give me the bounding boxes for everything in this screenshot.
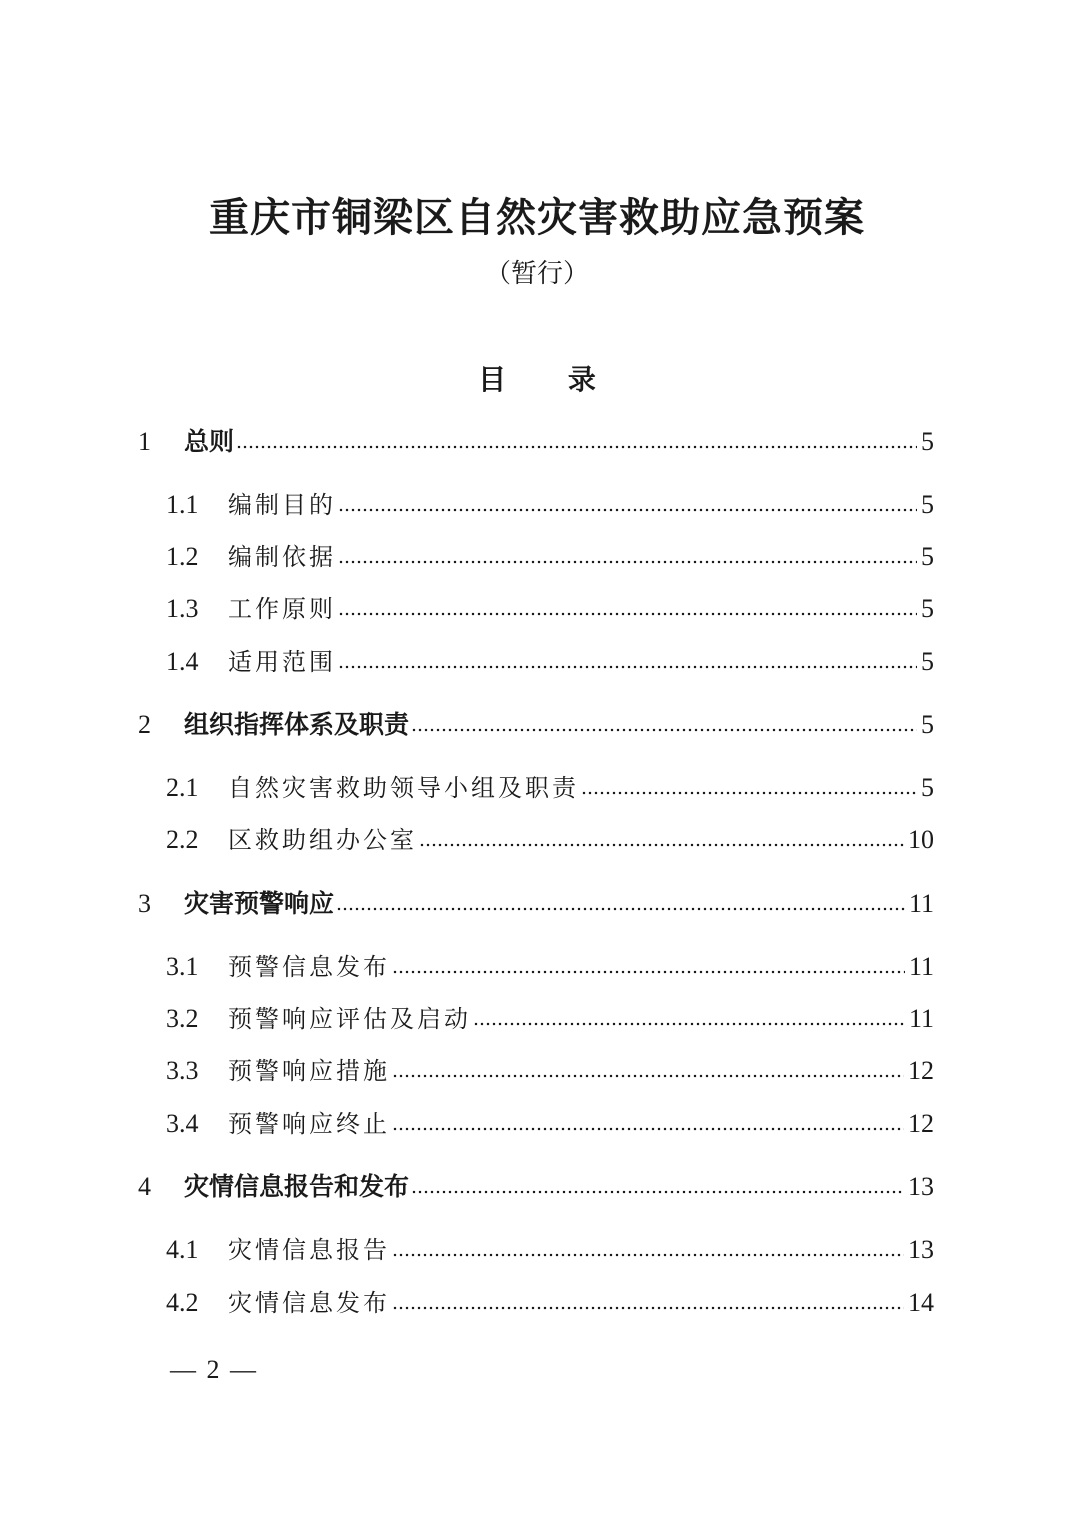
toc-dot-leader	[392, 1074, 904, 1078]
document-subtitle: （暂行）	[484, 259, 589, 289]
toc-entry-title: 自然灾害救助领导小组及职责	[228, 774, 579, 802]
toc-entry-page: 5	[921, 542, 934, 571]
toc-entry[interactable]	[166, 589, 934, 629]
toc-entry-number: 3	[138, 889, 151, 918]
toc-entry-title: 区救助组办公室	[228, 826, 417, 854]
toc-entry-number: 2.2	[166, 825, 199, 854]
toc-entry-page: 14	[908, 1288, 934, 1317]
toc-dot-leader	[473, 1022, 905, 1026]
toc-entry[interactable]	[166, 1230, 934, 1270]
toc-entry-page: 5	[921, 427, 934, 456]
toc-entry[interactable]	[166, 642, 934, 682]
toc-entry-number: 2	[138, 710, 151, 739]
toc-entry-title: 总则	[184, 427, 235, 456]
toc-entry[interactable]	[166, 820, 934, 860]
toc-entry-number: 3.2	[166, 1004, 199, 1033]
toc-entry[interactable]	[166, 1104, 934, 1144]
toc-entry-title: 适用范围	[228, 648, 336, 676]
toc-entry-page: 11	[908, 952, 934, 981]
toc-entry-number: 1.1	[166, 490, 199, 519]
toc-entry-page: 5	[921, 773, 934, 802]
toc-dot-leader	[392, 1253, 904, 1257]
toc-entry-title: 灾害预警响应	[184, 889, 335, 918]
toc-entry-page: 5	[921, 594, 934, 623]
toc-entry[interactable]	[138, 422, 934, 462]
toc-entry[interactable]	[166, 485, 934, 525]
toc-dot-leader	[392, 1127, 904, 1131]
toc-dot-leader	[411, 728, 917, 732]
toc-entry-number: 1.2	[166, 542, 199, 571]
toc-dot-leader	[419, 843, 904, 847]
toc-entry[interactable]	[166, 999, 934, 1039]
toc-dot-leader	[338, 665, 917, 669]
toc-entry-number: 1.3	[166, 594, 199, 623]
toc-dot-leader	[338, 560, 917, 564]
toc-entry-number: 2.1	[166, 773, 199, 802]
toc-entry-page: 11	[908, 1004, 934, 1033]
page-number: — 2 —	[170, 1355, 258, 1384]
toc-entry-number: 3.4	[166, 1109, 199, 1138]
toc-entry-title: 编制目的	[228, 491, 336, 519]
toc-entry-number: 3.3	[166, 1056, 199, 1085]
toc-entry-number: 4	[138, 1172, 151, 1201]
toc-entry[interactable]	[138, 1167, 934, 1207]
toc-entry-page: 5	[921, 710, 934, 739]
toc-entry[interactable]	[166, 537, 934, 577]
toc-entry[interactable]	[166, 1051, 934, 1091]
toc-dot-leader	[338, 612, 917, 616]
toc-entry-page: 11	[908, 889, 934, 918]
toc-entry-title: 预警响应终止	[228, 1110, 390, 1138]
toc-entry-title: 预警信息发布	[228, 953, 390, 981]
toc-dot-leader	[411, 1190, 904, 1194]
toc-entry-title: 工作原则	[228, 595, 336, 623]
toc-dot-leader	[392, 970, 905, 974]
toc-entry-page: 10	[908, 825, 934, 854]
document-title: 重庆市铜梁区自然灾害救助应急预案	[209, 194, 865, 241]
toc-dot-leader	[581, 791, 917, 795]
toc-entry[interactable]	[138, 705, 934, 745]
toc-heading: 目 录	[478, 363, 622, 396]
toc-entry-page: 13	[908, 1235, 934, 1264]
toc-dot-leader	[392, 1306, 904, 1310]
toc-entry-number: 1.4	[166, 647, 199, 676]
toc-entry-page: 12	[908, 1109, 934, 1138]
toc-dot-leader	[236, 445, 917, 449]
toc-entry[interactable]	[166, 768, 934, 808]
toc-entry[interactable]	[138, 884, 934, 924]
toc-entry-title: 预警响应措施	[228, 1057, 390, 1085]
toc-entry-page: 12	[908, 1056, 934, 1085]
toc-entry-page: 5	[921, 490, 934, 519]
toc-dot-leader	[336, 907, 905, 911]
toc-entry-page: 5	[921, 647, 934, 676]
toc-entry-number: 1	[138, 427, 151, 456]
toc-entry-number: 3.1	[166, 952, 199, 981]
toc-entry-title: 灾情信息报告和发布	[184, 1172, 410, 1201]
toc-entry-title: 灾情信息发布	[228, 1289, 390, 1317]
toc-entry-number: 4.1	[166, 1235, 199, 1264]
toc-entry-page: 13	[908, 1172, 934, 1201]
toc-entry-title: 灾情信息报告	[228, 1236, 390, 1264]
toc-entry-title: 预警响应评估及启动	[228, 1005, 471, 1033]
toc-entry-title: 组织指挥体系及职责	[184, 710, 410, 739]
toc-dot-leader	[338, 508, 917, 512]
toc-entry-title: 编制依据	[228, 543, 336, 571]
toc-entry[interactable]	[166, 947, 934, 987]
toc-entry-number: 4.2	[166, 1288, 199, 1317]
toc-entry[interactable]	[166, 1283, 934, 1323]
